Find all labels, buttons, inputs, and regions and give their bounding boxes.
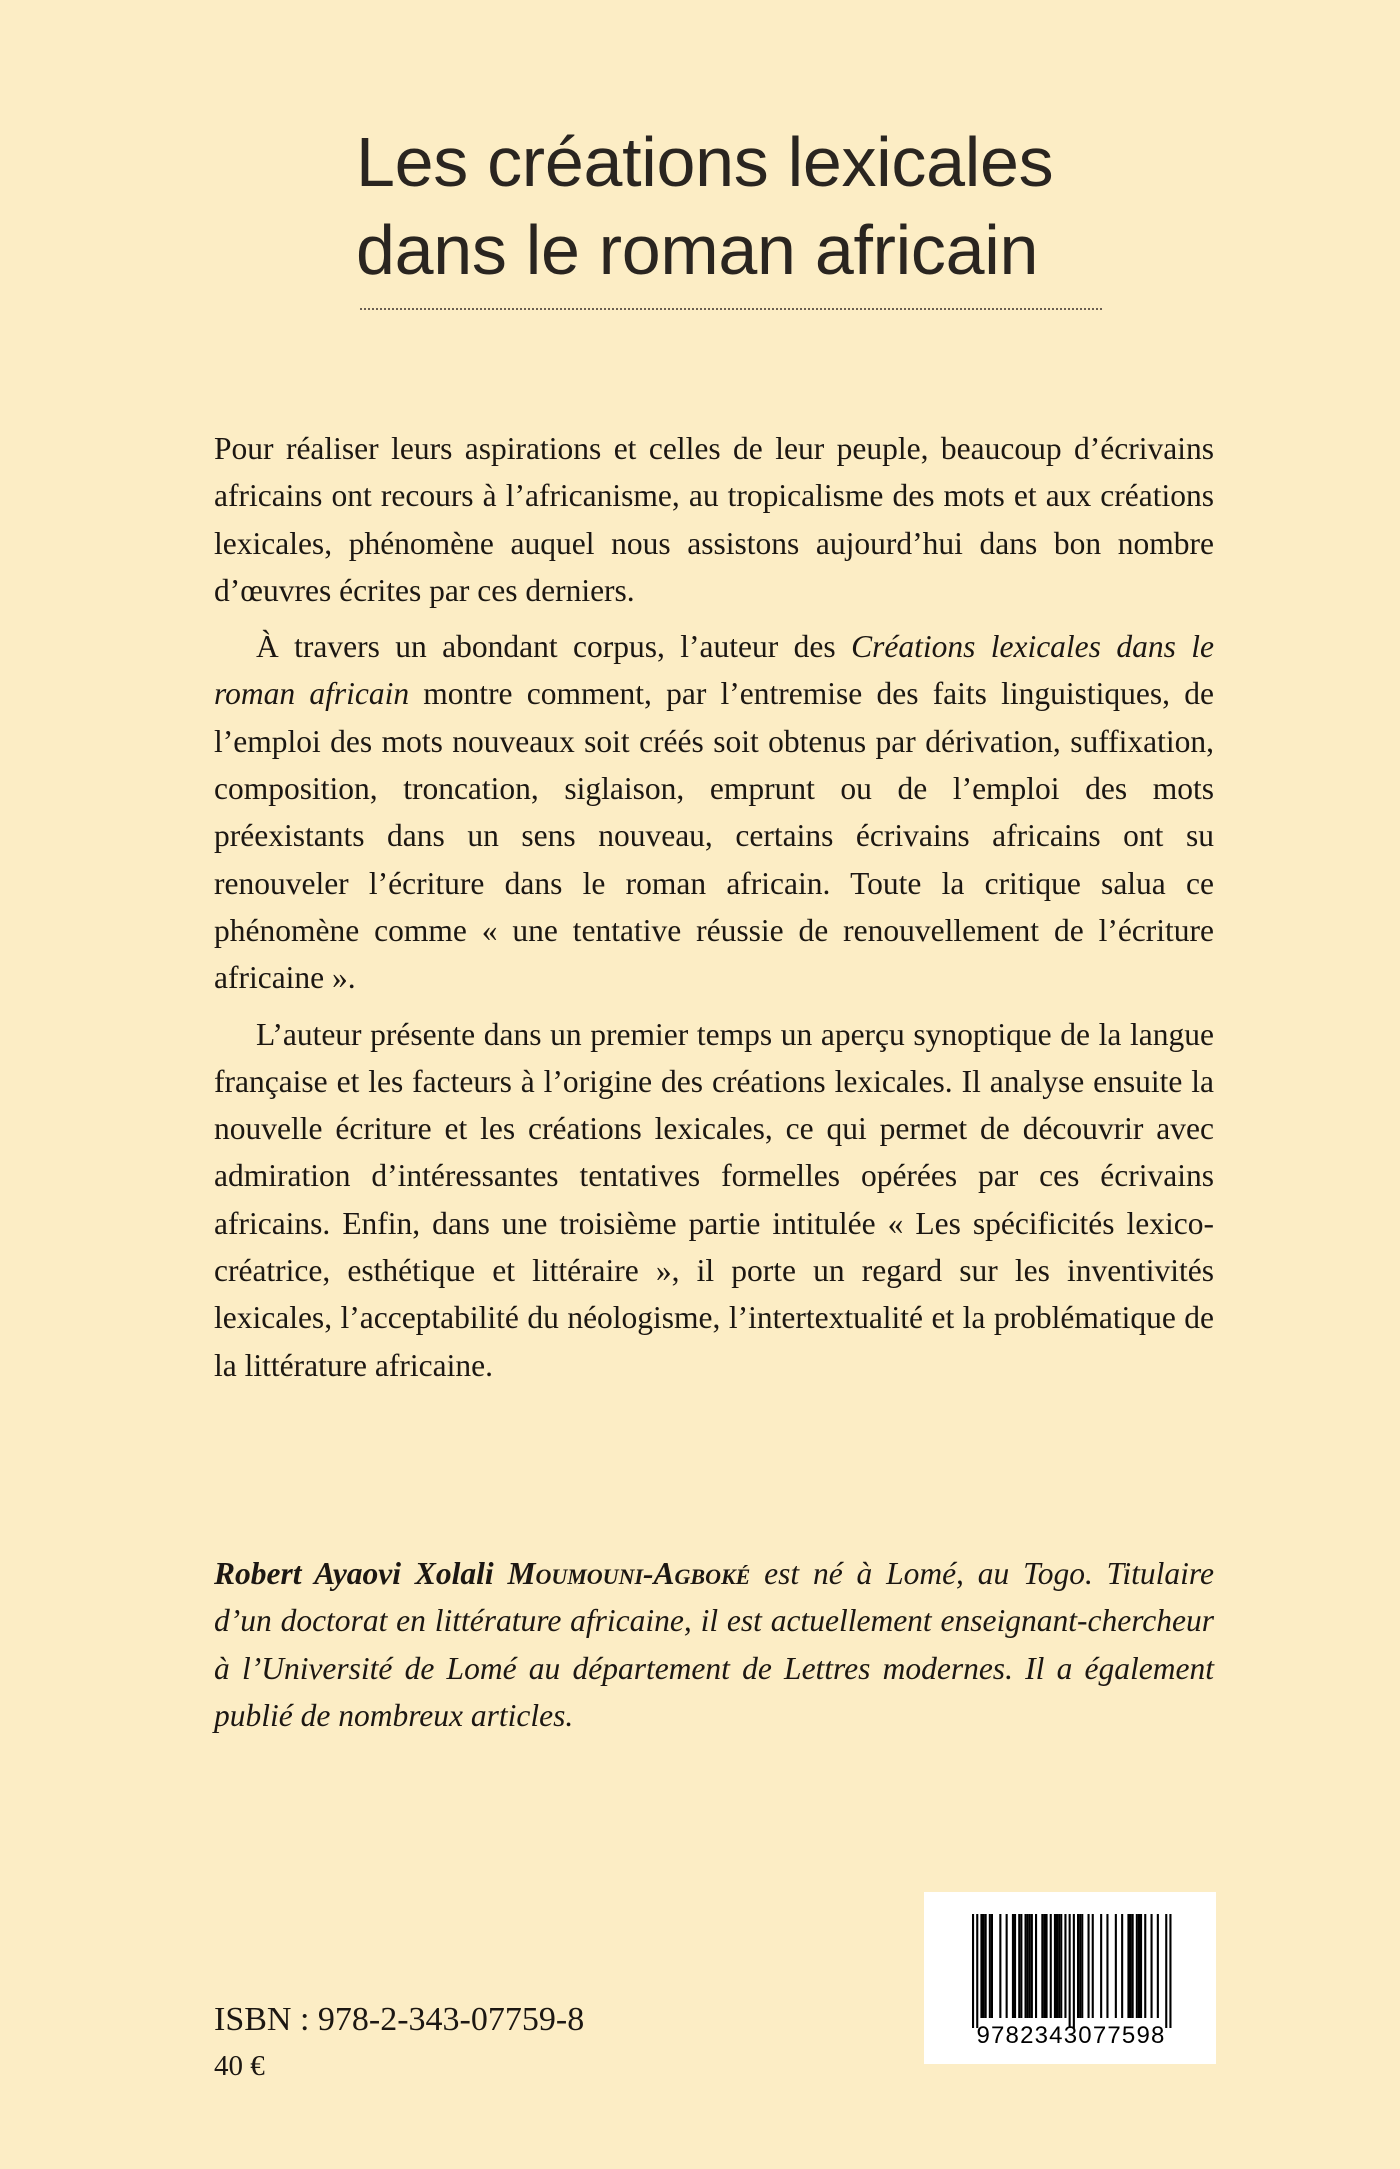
barcode-bar [1088,1914,1090,2018]
barcode-bar [980,1914,982,2018]
barcode-bar [1006,1914,1008,2018]
author-first-names: Robert Ayaovi Xolali [214,1556,494,1591]
book-title [356,118,1176,294]
barcode-bar [1035,1914,1037,2018]
barcode-bar [1025,1914,1027,2018]
barcode-bar [976,1914,978,2028]
blurb-paragraph-2-start: À travers un abondant corpus, l’auteur des [256,629,852,665]
back-cover-blurb [214,425,1214,1398]
barcode-bar [1092,1914,1094,2018]
blurb-paragraph-2-end: montre comment, par l’entremise des faits linguistiques, de l’emploi des mots nouveaux soit créés soit obtenus par dérivation, suffixation, composition, troncation, siglaison, emprunt ou de l’emploi des mots préexistants dans un sens nouveau, certains écrivains africains ont su renouveler l’écriture dans le roman africain. Toute la critique salua ce phénomène comme « une tentative réussie de renouvellement de l’écriture africaine ». [214,676,1215,996]
barcode-bar [1069,1914,1071,2028]
barcode-bar [1121,1914,1123,2018]
isbn: ISBN : 978-2-343-07759-8 [214,2001,585,2038]
author-bio [214,1550,1214,1739]
blurb-paragraph-3: L’auteur présente dans un premier temps un aperçu synoptique de la langue française et les facteurs à l’origine des créations lexicales. Il analyse ensuite la nouvelle écriture et les créations lexicales, ce qui permet de découvrir avec admiration d’intéressantes tentatives formelles opérées par ces écrivains africains. Enfin, dans une troisième partie intitulée « Les spécificités lexico-créatrice, esthétique et littéraire », il porte un regard sur les inventivités lexicales, l’acceptabilité du néologisme, l’intertextualité et la problématique de la littérature africaine. [214,1016,1214,1383]
barcode-bar [1054,1914,1056,2018]
barcode-bar [1012,1914,1014,2018]
price: 40 € [214,2050,265,2082]
barcode-bar [1058,1914,1060,2018]
barcode-bar [999,1914,1001,2018]
book-title-line-1: Les créations lexicales [356,123,1054,201]
barcode-bar [1079,1914,1081,2018]
blurb-paragraph-1: Pour réaliser leurs aspirations et celles de leur peuple, beaucoup d’écrivains africains ont recours à l’africanisme, au tropicalisme des mots et aux créations lexicales, phénomène auquel nous assistons aujourd’hui dans bon nombre d’œuvres écrites par ces derniers. [214,431,1214,608]
blurb-paragraph-2 [214,623,1214,1001]
barcode-bar [1115,1914,1117,2018]
barcode-bar [1140,1914,1142,2018]
barcode-bar [1144,1914,1146,2018]
barcode-bar [1018,1914,1020,2018]
author-bio-text: est né à Lomé, au Togo. Titulaire d’un doctorat en littérature africaine, il est actuellement enseignant-chercheur à l’Université de Lomé au département de Lettres modernes. Il a également publié de nombreux articles. [214,1556,1214,1733]
blurb-book-title-reference: Créations lexicales dans le roman africain [214,629,1214,712]
dotted-divider [360,308,1102,310]
barcode-bar [1050,1914,1052,2018]
barcode-digits: 9782343077598 [976,2022,1166,2049]
barcode-bar [1014,1914,1016,2018]
barcode-bar [1165,1914,1167,2028]
barcode-bar [1151,1914,1153,2018]
barcode-bar [1100,1914,1102,2018]
barcode-bar [1081,1914,1083,2018]
barcode-bar [1020,1914,1022,2018]
barcode-bar [1060,1914,1062,2018]
barcode-bar [1106,1914,1108,2018]
barcode-bar [1169,1914,1171,2028]
book-title-line-2: dans le roman africain [356,211,1039,289]
barcode-bar [989,1914,991,2018]
barcode-bar [1132,1914,1134,2018]
author-surname: Moumouni-Agboké [507,1556,751,1591]
barcode-bar [1043,1914,1045,2018]
barcode-bar [1031,1914,1033,2018]
barcode-bar [1046,1914,1048,2018]
barcode-bar [1138,1914,1140,2018]
barcode-bar [1029,1914,1031,2018]
barcode-bar [1041,1914,1043,2018]
barcode [924,1892,1216,2064]
barcode-bar [1056,1914,1058,2018]
barcode-bar [991,1914,993,2018]
barcode-bar [1073,1914,1075,2028]
barcode-bar [972,1914,974,2028]
barcode-bar [983,1914,985,2018]
barcode-bar [1064,1914,1066,2018]
barcode-bar [1130,1914,1132,2018]
barcode-bar [1136,1914,1138,2018]
barcode-bar [1077,1914,1079,2018]
barcode-bar [985,1914,987,2018]
barcode-bar [1127,1914,1129,2018]
barcode-bar [1157,1914,1159,2018]
barcode-bar [1027,1914,1029,2018]
